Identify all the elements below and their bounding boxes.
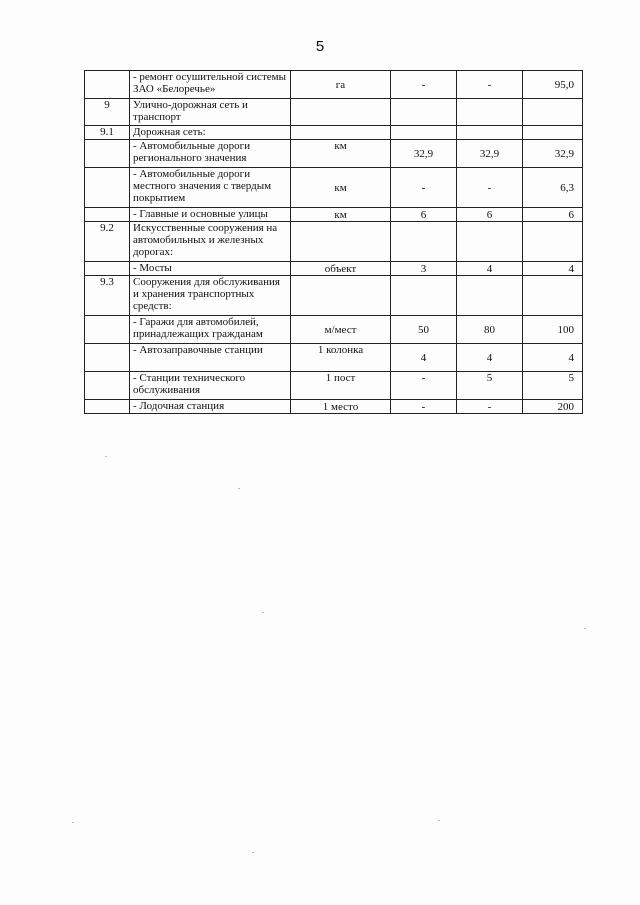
table-row [85, 372, 583, 400]
row-number [85, 344, 130, 372]
row-unit: м/мест [291, 316, 391, 344]
scan-speck [252, 852, 254, 853]
table-row [85, 316, 583, 344]
row-unit [291, 276, 391, 316]
row-value-1: - [391, 168, 457, 208]
row-value-1 [391, 99, 457, 126]
scan-speck [105, 456, 107, 457]
row-number [85, 140, 130, 168]
row-value-1: 4 [391, 344, 457, 372]
row-value-2: - [457, 168, 523, 208]
row-name: - Мосты [130, 262, 291, 276]
row-value-2: 32,9 [457, 140, 523, 168]
row-value-1: - [391, 400, 457, 414]
row-value-1: 50 [391, 316, 457, 344]
row-number: 9.1 [85, 126, 130, 140]
table-row [85, 71, 583, 99]
row-unit [291, 126, 391, 140]
scan-speck [72, 822, 74, 823]
row-value-2 [457, 276, 523, 316]
scan-speck [438, 820, 440, 821]
row-name: - Лодочная станция [130, 400, 291, 414]
row-value-3: 4 [523, 262, 583, 276]
row-value-3: 32,9 [523, 140, 583, 168]
row-number [85, 262, 130, 276]
row-value-3: 100 [523, 316, 583, 344]
row-value-1: 32,9 [391, 140, 457, 168]
table-row [85, 400, 583, 414]
row-value-3: 200 [523, 400, 583, 414]
row-value-3: 95,0 [523, 71, 583, 99]
table-row [85, 126, 583, 140]
table-row [85, 99, 583, 126]
row-number: 9.2 [85, 222, 130, 262]
table-row [85, 276, 583, 316]
row-value-2 [457, 222, 523, 262]
row-name: Дорожная сеть: [130, 126, 291, 140]
row-name: - Автомобильные дороги местного значения с твердым покрытием [130, 168, 291, 208]
row-number [85, 71, 130, 99]
row-value-3: 5 [523, 372, 583, 400]
row-value-2: 5 [457, 372, 523, 400]
table-row [85, 208, 583, 222]
scan-speck [238, 488, 240, 489]
row-value-1 [391, 126, 457, 140]
row-number [85, 372, 130, 400]
row-unit: 1 колонка [291, 344, 391, 372]
scan-speck [584, 628, 586, 629]
row-number [85, 208, 130, 222]
row-name: - Гаражи для автомобилей, принадлежащих гражданам [130, 316, 291, 344]
row-name: - Автозаправочные станции [130, 344, 291, 372]
row-name: Улично-дорожная сеть и транспорт [130, 99, 291, 126]
indicators-table [84, 70, 583, 414]
row-name: Искусственные сооружения на автомобильных и железных дорогах: [130, 222, 291, 262]
row-value-3 [523, 126, 583, 140]
table-row [85, 168, 583, 208]
row-unit [291, 222, 391, 262]
row-number: 9 [85, 99, 130, 126]
row-value-1 [391, 222, 457, 262]
row-value-2: 6 [457, 208, 523, 222]
row-value-3: 6,3 [523, 168, 583, 208]
row-number: 9.3 [85, 276, 130, 316]
row-value-2: - [457, 400, 523, 414]
row-value-2: 4 [457, 262, 523, 276]
row-value-3 [523, 276, 583, 316]
row-unit: км [291, 208, 391, 222]
row-value-3 [523, 222, 583, 262]
table-row [85, 222, 583, 262]
row-name: - Автомобильные дороги регионального значения [130, 140, 291, 168]
row-value-2: 80 [457, 316, 523, 344]
row-value-3 [523, 99, 583, 126]
row-name: - ремонт осушительной системы ЗАО «Белоречье» [130, 71, 291, 99]
page-number: 5 [315, 38, 325, 55]
row-name: - Станции технического обслуживания [130, 372, 291, 400]
table-row [85, 344, 583, 372]
row-value-1: 6 [391, 208, 457, 222]
row-unit [291, 99, 391, 126]
row-unit: км [291, 140, 391, 168]
row-unit: 1 место [291, 400, 391, 414]
row-unit: га [291, 71, 391, 99]
row-value-1: - [391, 71, 457, 99]
row-number [85, 400, 130, 414]
table-row [85, 262, 583, 276]
row-value-3: 6 [523, 208, 583, 222]
row-name: Сооружения для обслуживания и хранения транспортных средств: [130, 276, 291, 316]
row-value-3: 4 [523, 344, 583, 372]
row-value-2 [457, 126, 523, 140]
row-value-2: - [457, 71, 523, 99]
row-value-1: - [391, 372, 457, 400]
row-unit: км [291, 168, 391, 208]
row-number [85, 316, 130, 344]
table-row [85, 140, 583, 168]
row-name: - Главные и основные улицы [130, 208, 291, 222]
row-number [85, 168, 130, 208]
row-value-2 [457, 99, 523, 126]
row-value-1: 3 [391, 262, 457, 276]
row-value-2: 4 [457, 344, 523, 372]
row-value-1 [391, 276, 457, 316]
scan-speck [262, 612, 264, 613]
row-unit: объект [291, 262, 391, 276]
row-unit: 1 пост [291, 372, 391, 400]
